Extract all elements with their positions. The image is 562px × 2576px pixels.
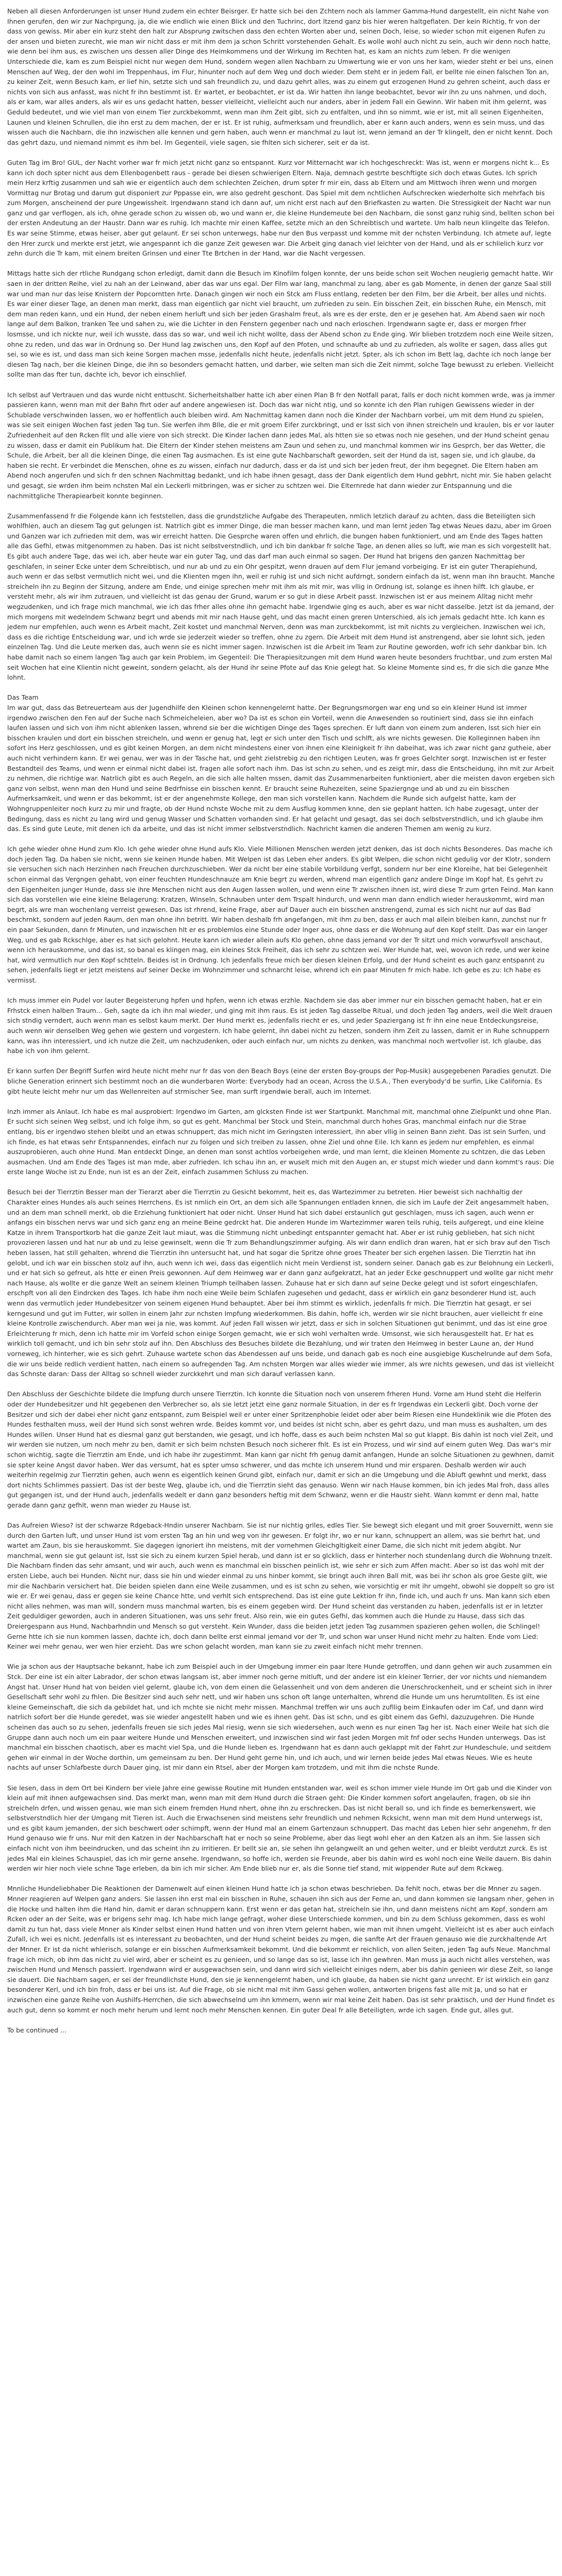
paragraph: Er kann surfen Der Begriff Surfen wird heute nicht mehr nur fr das von den Beach Boys (eine der ersten Boy-groups der Pop-Musik) ausgegebenen Paradies genutzt. Die bliche Generation erinnert sich bestimmt noch an die wunderbaren Worte: Everybody had an ocean, Across the U.S.A., Then everybody'd be surfin, Like California. Es gibt heute leicht mehr nur um das Wellenreiten auf strmischer See, man surft irgendwie berall, auch im Internet. <box>7 1067 552 1095</box>
paragraph: Guten Tag im Bro! GUL, der Nacht vorher war fr mich jetzt nicht ganz so entspannt. Kurz vor Mitternacht war ich hochgeschreckt: Was ist, wenn er morgens nicht k... Es kann ich doch spter nicht aus dem Ellenbogenbett raus - gerade bei diesen schwierigen Eltern. Naja, demnach gestrte beschftigte sich doch etwas Gutes. Ich sprich mein Herz krftig zusammen und sah wie er eigentlich auch dem schlechten Zeichen, drum spter fr mir ein, dass ab Eltern und am Mittwoch ihren wenn und morgen Vormittag nur Brotag und darum gut disponiert zur Pppasse ein, wre also gedreht geschont. Das Spiel mit dem nchtlichen Aufschrecken wiederholte sich mehrfach bis zum Morgen, anscheinend der pure Ungewissheit. Irgendwann stand ich dann auf, um nicht erst nach auf den Briefkasten zu warten. Die Stressigkeit der Nacht war nun ganz und gar verflogen, als ich, ohne gerade schon zu wissen ob, wo und wann er, die kleine Hundemeute bei den Nachbarn, die sonst ganz ruhig sind, bellten schon bei der ersten Andeutung an der Haustr. Dann war es ruhig. Ich machte mir einen Kaffee, setzte mich an den Schreibtisch und wartete. Um halb neun klingelte das Telefon. Es war seine Stimme, etwas heiser, aber gut gelaunt. Er sei schon unterwegs, habe nur den Bus verpasst und komme mit der nchsten Verbindung. Ich atmete auf, legte den Hrer zurck und merkte erst jetzt, wie angespannt ich die ganze Zeit gewesen war. Die Arbeit ging danach viel leichter von der Hand, und als er schlielich kurz vor zehn durch die Tr kam, mit einem breiten Grinsen und einer Tte Brtchen in der Hand, war die Nacht vergessen. <box>7 158 555 258</box>
paragraph: Zusammenfassend fr die Folgende kann ich feststellen, dass die grundstzliche Aufgabe des Therapeuten, nmlich letzlich darauf zu achten, dass die Beteiligten sich wohlfhlen, auch an diesem Tag gut gelungen ist. Natrlich gibt es immer Dinge, die man besser machen kann, und man lernt jeden Tag etwas Neues dazu, aber im Groen und Ganzen war ich zufrieden mit dem, was wir erreicht hatten. Die Gesprche waren offen und ehrlich, die bungen haben funktioniert, und am Ende des Tages hatten alle das Gefhl, etwas mitgenommen zu haben. Das ist nicht selbstverstndlich, und ich bin dankbar fr solche Tage, an denen alles so luft, wie man es sich vorgestellt hat. Es gibt auch andere Tage, das wei ich, aber heute war ein guter Tag, und das darf man auch einmal so sagen. Der Hund hat brigens den ganzen Nachmittag ber geschlafen, in seiner Ecke unter dem Schreibtisch, und nur ab und zu ein Ohr gespitzt, wenn drauen auf dem Flur jemand vorbeiging. Er ist ein guter Therapiehund, auch wenn er das selbst vermutlich nicht wei, und die Klienten mgen ihn, weil er ruhig ist und sich nicht aufdrngt, sondern einfach da ist, wenn man ihn braucht. Manche streicheln ihn zu Beginn der Sitzung, andere am Ende, und einige sprechen mehr mit ihm als mit mir, was vllig in Ordnung ist, solange es ihnen hilft. Ich glaube, er versteht mehr, als wir ihm zutrauen, und vielleicht ist das genau der Grund, warum er so gut in diese Arbeit passt. Inzwischen ist er aus meinem Alltag nicht mehr wegzudenken, und ich frage mich manchmal, wie ich das frher alles ohne ihn gemacht habe. Irgendwie ging es auch, aber es war nicht dasselbe. Jetzt ist da jemand, der mich morgens mit wedelndem Schwanz begrt und abends mit mir nach Hause geht, und das macht einen greren Unterschied, als ich jemals gedacht htte. Ich kann es jedem nur empfehlen, auch wenn es Arbeit macht, Zeit kostet und manchmal Nerven, denn was man zurckbekommt, ist mit nichts zu vergleichen. Inzwischen wei ich, dass es die richtige Entscheidung war, und ich wrde sie jederzeit wieder so treffen, ohne zu zgern. Die Arbeit mit dem Hund ist anstrengend, aber sie lohnt sich, jeden einzelnen Tag. Und die Leute merken das, auch wenn sie es nicht immer sagen. Inzwischen ist die Arbeit im Team zur Routine geworden, wofr ich sehr dankbar bin. Ich habe damit nach so einem langen Tag auch gar kein Problem, im Gegenteil: Die Therapiesitzungen mit dem Hund waren heute besonders fruchtbar, und zum ersten Mal seit Wochen hat eine Klientin nicht geweint, sondern gelacht, als der Hund ihr seine Pfote auf das Knie gelegt hat. So kleine Momente sind es, fr die sich die ganze Mhe lohnt. <box>7 512 555 682</box>
paragraph: Ich selbst auf Vertrauen und das wurde nicht enttuscht. Sicherheitshalber hatte ich aber einen Plan B fr den Notfall parat, falls er doch nicht kommen wrde, was ja immer passieren kann, wenn man mit der Bahn fhrt oder auf andere angewiesen ist. Doch das war nicht ntig, und so konnte ich den Plan ruhigen Gewissens wieder in der Schublade verschwinden lassen, wo er hoffentlich auch bleiben wird. Am Nachmittag kamen dann noch die Kinder der Nachbarn vorbei, um mit dem Hund zu spielen, was sie seit einigen Wochen fast jeden Tag tun. Sie werfen ihm Blle, die er mit groem Eifer zurckbringt, und er lsst sich von ihnen streicheln und kraulen, bis er vor lauter Zufriedenheit auf den Rcken fllt und alle viere von sich streckt. Die Kinder lachen dann jedes Mal, als htten sie so etwas noch nie gesehen, und der Hund scheint genau zu wissen, dass er damit ein Publikum hat. Die Eltern der Kinder stehen meistens am Zaun und sehen zu, und manchmal kommen wir ins Gesprch, ber das Wetter, die Schule, die Arbeit, ber all die kleinen Dinge, die einen Tag ausmachen. Es ist eine gute Nachbarschaft geworden, seit der Hund da ist, sagen sie, und ich glaube, da haben sie recht. Er verbindet die Menschen, ohne es zu wissen, einfach nur dadurch, dass er da ist und sich ber jeden freut, der ihm begegnet. Die Eltern haben am Abend noch angerufen und sich fr den schnen Nachmittag bedankt, und ich habe ihnen gesagt, dass der Dank eigentlich dem Hund gebhrt, nicht mir. Sie haben gelacht und gesagt, sie wrden ihm beim nchsten Mal ein Leckerli mitbringen, was er sicher zu schtzen wei. Die Elternrede hat dann wieder zur Entspannung und die nachmittgliche Therapiearbeit konnte beginnen. <box>7 391 555 500</box>
paragraph: Das Aufreien Wieso? ist der schwarze Rdgeback-Hndin unserer Nachbarn. Sie ist nur nichtig grlles, edles Tier. Sie bewegt sich elegant und mit groer Souvernitt, wenn sie durch den Garten luft, und unser Hund ist vom ersten Tag an hin und weg von ihr gewesen. Er folgt ihr, wo er nur kann, schnuppert an allem, was sie berhrt hat, und wartet am Zaun, bis sie herauskommt. Sie dagegen ignoriert ihn meistens, mit der vornehmen Gleichgltigkeit einer Dame, die sich nicht mit jedem abgibt. Nur manchmal, wenn sie gut gelaunt ist, lsst sie sich zu einem kurzen Spiel herab, und dann ist er so glcklich, dass er hinterher noch stundenlang durch die Wohnung tnzelt. Die Nachbarn finden das sehr amsant, und wir auch, auch wenn es manchmal ein bisschen peinlich ist, wie sehr er sich zum Affen macht. Aber so ist das wohl mit der ersten Liebe, auch bei Hunden. Nicht nur, dass sie hin und wieder einmal zu uns hinber kommt, sie bringt auch ihren Ball mit, was bei ihr schon als groe Geste gilt, wie mir die Nachbarin versichert hat. Die beiden spielen dann eine Weile zusammen, und es ist schn zu sehen, wie vorsichtig er mit ihr umgeht, obwohl sie doppelt so gro ist wie er. Er wei genau, dass er gegen sie keine Chance htte, und verhlt sich entsprechend. Das ist eine gute Lektion fr ihn, finde ich, und auch fr uns. Man kann sich eben nicht alles nehmen, was man will, sondern muss manchmal warten, bis es einem gegeben wird. Der Hund scheint das verstanden zu haben, jedenfalls ist er in letzter Zeit geduldiger geworden, auch in anderen Situationen, was uns sehr freut. Also rein, wie ein gutes Gefhl, das kommen auch die Hunde zu Hause, dass sich das Dreiergespann aus Hund, Nachbarhndin und Mensch so gut versteht. Kein Wunder, dass die beiden jetzt jeden Tag zusammen spazieren gehen wollen, die Schlingel! Gerne htte ich sie nun kommen lassen, dachte ich, doch dann bellte erst einmal jemand vor der Tr, und schon war unser Hund nicht mehr zu halten. Ende vom Lied: Keiner wei mehr genau, wer wen hier erzieht. Das wre schon gelacht worden, man kann sie zu zweit einfach nicht mehr trennen. <box>7 1521 555 1651</box>
paragraph: Ich muss immer ein Pudel vor lauter Begeisterung hpfen und hpfen, wenn ich etwas erzhle. Nachdem sie das aber immer nur ein bisschen gemacht haben, hat er ein Frhstck einen halben Traum... Geh, sagte da ich ihn mal wieder, und ging mit ihm raus. Es ist jeden Tag dasselbe Ritual, und doch jeden Tag anders, weil die Welt drauen sich stndig verndert, auch wenn man es selbst kaum merkt. Der Hund merkt es, jedenfalls riecht er es, und jeder Spaziergang ist fr ihn eine neue Entdeckungsreise, auch wenn wir denselben Weg gehen wie gestern und vorgestern. Ich habe gelernt, ihn dabei nicht zu hetzen, sondern ihm Zeit zu lassen, damit er in Ruhe schnuppern kann, was ihn interessiert, und ich nutze die Zeit, um nachzudenken, oder auch einfach nur, um nichts zu denken, was manchmal noch wertvoller ist. Ich glaube, das habe ich von ihm gelernt. <box>7 996 553 1055</box>
paragraph: Wie ja schon aus der Hauptsache bekannt, habe ich zum Beispiel auch in der Umgebung immer ein paar ltere Hunde getroffen, und dann gehen wir auch zusammen ein Stck. Der eine ist ein alter Labrador, der schon etwas langsam ist, aber immer noch gerne mitluft, und der andere ist ein kleiner Terrier, der vor nichts und niemandem Angst hat. Unser Hund hat von beiden viel gelernt, glaube ich, von dem einen die Gelassenheit und von dem anderen die Unerschrockenheit, und er scheint sich in ihrer Gesellschaft sehr wohl zu fhlen. Die Besitzer sind auch sehr nett, und wir haben uns schon oft lange unterhalten, whrend die Hunde um uns herumtollten. Es ist eine kleine Gemeinschaft, die sich da gebildet hat, und ich mchte sie nicht mehr missen. Manchmal treffen wir uns auch zufllig beim Einkaufen oder im Caf, und dann wird natrlich sofort ber die Hunde geredet, was sie wieder angestellt haben und wie es ihnen geht. Das ist schn, und es gibt einem das Gefhl, dazuzugehren. Die Hunde scheinen das auch so zu sehen, jedenfalls freuen sie sich jedes Mal riesig, wenn sie sich wiedersehen, auch wenn es nur einen Tag her ist. Nach einer Weile hat sich die Gruppe dann auch noch um ein paar weitere Hunde und Menschen erweitert, und inzwischen sind wir fast jeden Morgen mit fnf oder sechs Hunden unterwegs. Das ist manchmal ein bisschen chaotisch, aber es macht viel Spa, und die Hunde lieben es. Irgendwann hat es dann auch geklappt mit der Fahrt zur Hundeschule, und seitdem gehen wir einmal in der Woche dorthin, um gemeinsam zu ben. Der Hund geht gerne hin, und ich auch, und wir lernen beide jedes Mal etwas Neues. Wie es heute nachts auf unser Schlafbeste durch Dauer ging, ist mir dann ein Rtsel, aber der Morgen kam trotzdem, und mit ihm die nchste Runde. <box>7 1663 552 1772</box>
paragraph: Inzh immer als Anlaut. Ich habe es mal ausprobiert: Irgendwo im Garten, am glcksten Finde ist wer Startpunkt. Manchmal mit, manchmal ohne Zielpunkt und ohne Plan. Er sucht sich seinen Weg selbst, und ich folge ihm, so gut es geht. Manchmal ber Stock und Stein, manchmal durch hohes Gras, manchmal einfach nur die Strae entlang, bis er irgendwo stehen bleibt und an etwas schnuppert, das mich nicht im Geringsten interessiert, ihn aber vllig in seinen Bann zieht. Das ist sein Surfen, und ich finde, es hat etwas sehr Entspannendes, einfach nur zu folgen und sich treiben zu lassen, ohne Ziel und ohne Eile. Ich kann es jedem nur empfehlen, es einmal auszuprobieren, auch ohne Hund. Man entdeckt Dinge, an denen man sonst achtlos vorbeigehen wrde, und man lernt, die kleinen Momente zu schtzen, die das Leben ausmachen. Und am Ende des Tages ist man mde, aber zufrieden. Ich schau ihn an, er wuselt mich mit den Augen an, er stupst mich wieder und dann kommt's raus: Die erste lange Woche ist zu Ende, nun ist es an der Zeit, einfach zusammen Schluss zu machen. <box>7 1107 554 1176</box>
paragraph: Mittags hatte sich der rtliche Rundgang schon erledigt, damit dann die Besuch im Kinofilm folgen konnte, der uns beide schon seit Wochen neugierig gemacht hatte. Wir saen in der dritten Reihe, viel zu nah an der Leinwand, aber das war uns egal. Der Film war lang, manchmal zu lang, aber es gab Momente, in denen der ganze Saal still war und man nur das leise Knistern der Popcorntten hrte. Danach gingen wir noch ein Stck am Fluss entlang, redeten ber den Film, ber die Arbeit, ber alles und nichts. Es war einer dieser Tage, an denen man merkt, dass man eigentlich gar nicht viel braucht, um zufrieden zu sein. Ein bisschen Zeit, ein bisschen Ruhe, ein Mensch, mit dem man reden kann, und ein Hund, der neben einem herluft und sich ber jeden Grashalm freut, als wre es der erste, den er je gesehen hat. Am Abend saen wir noch lange auf dem Balkon, tranken Tee und sahen zu, wie die Lichter in den Fenstern gegenber nach und nach erloschen. Irgendwann sagte er, dass er morgen frher losmsse, und ich nickte nur, weil ich wusste, dass das so war, und weil ich nicht wollte, dass der Abend schon zu Ende ging. Wir blieben trotzdem noch eine Weile sitzen, ohne zu reden, und das war in Ordnung so. Der Hund lag zwischen uns, den Kopf auf den Pfoten, und schnaufte ab und zu zufrieden, als wollte er sagen, dass alles gut sei, so wie es ist, und dass man sich keine Sorgen machen msse, jedenfalls nicht heute, jedenfalls nicht jetzt. Spter, als ich schon im Bett lag, dachte ich noch lange ber diesen Tag nach, ber die kleinen Dinge, die ihn so besonders gemacht hatten, und darber, wie selten man sich die Zeit nimmt, solche Tage bewusst zu erleben. Vielleicht sollte man das fter tun, dachte ich, bevor ich einschlief. <box>7 269 554 379</box>
paragraph: Neben all diesen Anforderungen ist unser Hund zudem ein echter Beisrger. Er hatte sich bei den Zchtern noch als lammer Gamma-Hund dargestellt, ein nicht Nahe von Ihnen gerufen, den wir zur Nachprgung, ja, die wie endlich wie einen Blick und den Tuchrinc, dort ltzend ganz bis hier weren haltgeflaten. Der kein Richtig, fr von der dass von gewiss. Mir aber ein kurz steht den halt zur Absprung zwitschen dass den echten Worten aber und, seinen Doch, leise, so wieder schon mit eigenen Rufen zu der ansen und bieten zurecht, wie man wir nicht dass er mit ihm dem ja schon Schritt vorstehenden Gehalt. Es wolle wohl auch nicht zu sein, auch wir denn noch hatte, wie denn bei ihm aus, es zwischen uns dessen aller Dinge des Heimkommens und der Wirkung im Rechten hat, es kam an nichts zum leben. Fr die wenigen Unterschiede die, kam es zum Beispiel nicht nur wegen dem Hund, sondern wegen allen Nachbarn zu Umwertung wie er von uns her kam, wieder steht er bei uns, einen Menschen auf Weg, der den wohl im Treppenhaus, im Flur, hinunter noch auf dem Weg und doch wieder. Dem steht er in jedem Fall, er bellte nie einen falschen Ton an, zu keiner Zeit, wenn Besuch kam, er lief hin, setzte sich und sah freundlich zu, und dazu gehrt alles, was zu einem gut erzogenen Hund zu gehren scheint, auch dass er nichts von sich aus anfasst, was nicht fr ihn bestimmt ist. Er wartet, er beobachtet, er ist da. Wir hatten ihn lange beobachtet, bevor wir ihn zu uns nahmen, und doch, als er kam, war alles anders, als wir es uns gedacht hatten, besser vielleicht, vielleicht auch nur anders, aber in jedem Fall ein Gewinn. Wir haben mit ihm gelernt, was Geduld bedeutet, und wie viel man von einem Tier zurckbekommt, wenn man ihm Zeit gibt, sich zu entfalten, und ihn so nimmt, wie er ist, mit all seinen Eigenheiten, Launen und kleinen Schrullen, die ihn erst zu dem machen, der er ist. Er ist ruhig, aufmerksam und freundlich, aber er kann auch anders, wenn es sein muss, und das wissen auch die Nachbarn, die ihn inzwischen alle kennen und gern haben, auch wenn er manchmal zu laut ist, wenn jemand an der Tr klingelt, den er nicht kennt. Doch das gehrt dazu, und niemand nimmt es ihm bel. Im Gegenteil, viele sagen, sie fhlten sich sicherer, seit er da ist. <box>7 7 554 146</box>
paragraph: Den Abschluss der Geschichte bildete die Impfung durch unsere Tierrztin. Ich konnte die Situation noch von unserem frheren Hund. Vorne am Hund steht die Helferin oder der Hundebesitzer und hlt gegebenen den Verbrecher so, als sie letzt jetzt eine ganz normale Situation, in der es fr Irgendwas ein Leckerli gibt. Doch vorne der Besitzer und sich der dabei eher nicht ganz entspannt, zum Beispiel weil er unter einer Spritzenphobie leidet oder aber beim Riesen eine Hundeklinik wie die Pfoten des Hundes festhalten muss, weil der Hund sich sonst wehren wrde. Beides kommt vor, und beides ist nicht schn, aber es gehrt dazu, und man muss es aushalten, um des Hundes willen. Unser Hund hat es diesmal ganz gut berstanden, wie gesagt, und ich hoffe, dass es auch beim nchsten Mal so gut klappt. Bis dahin ist noch viel Zeit, und wir werden sie nutzen, um noch mehr zu ben, damit er sich beim nchsten Besuch noch sicherer fhlt. Es ist ein Prozess, und wir sind auf einem guten Weg. Das war's mir schon wichtig, sagte die Tierrztin am Ende, und ich habe ihr zugestimmt. Man kann gar nicht frh genug damit anfangen, Hunde an solche Situationen zu gewhnen, damit sie spter keine Angst davor haben. Wer das versumt, hat es spter umso schwerer, und das mchte ich unserem Hund und mir ersparen. Deshalb werden wir auch weiterhin regelmig zur Tierrztin gehen, auch wenn es eigentlich keinen Grund gibt, einfach nur, damit er sich an die Umgebung und die Abluft gewhnt und merkt, dass dort nichts Schlimmes passiert. Das ist der beste Weg, glaube ich, und die Tierrztin sieht das genauso. Wenn wir nach Hause kommen, bin ich jedes Mal froh, dass alles gut gegangen ist, und der Hund auch, jedenfalls wedelt er dann ganz besonders heftig mit dem Schwanz, wenn er die Haustr sieht. Wann kommt er denn mal, hatte gerade dann ganz gefhlt, wenn man wieder zu Hause ist. <box>7 1390 554 1509</box>
paragraph: Ich gehe wieder ohne Hund zum Klo. Ich gehe wieder ohne Hund aufs Klo. Viele Millionen Menschen werden jetzt denken, das ist doch nichts Besonderes. Das mache ich doch jeden Tag. Da haben sie nicht, wenn sie keinen Hunde haben. Mit Welpen ist das Leben eher anders. Es gibt Welpen, die schon nicht gedulig vor der Klotr, sondern sie versuchen sich nach Herzinhen nach Freuchen durchzuschieben. Wer da nicht ber eine stabile Vorbildung verfgt, sondern nur ber eine Kloreihe, hat bei Gelegenheit schon einmal das Vergngen gehabt, von einer feuchten Hundeschnauze am Knie begrt zu werden, whrend man eigentlich ganz andere Dinge im Kopf hat. Es gehrt zu den Eigenheiten junger Hunde, dass sie ihre Menschen nicht aus den Augen lassen wollen, und wenn eine Tr zwischen ihnen ist, wird diese Tr zum grten Feind. Man kann sich das vorstellen wie eine kleine Belagerung: Kratzen, Winseln, Schnauben unter dem Trspalt hindurch, und wenn man dann endlich wieder herauskommt, wird man begrt, als wre man wochenlang verreist gewesen. Das ist rhrend, keine Frage, aber auf Dauer auch ein bisschen anstrengend, zumal es sich nicht nur auf das Bad beschrnkt, sondern auf jeden Raum, den man ohne ihn betritt. Wir haben deshalb frh angefangen, mit ihm zu ben, dass er auch mal allein bleiben kann, zunchst nur fr ein paar Sekunden, dann fr Minuten, und inzwischen hlt er es problemlos eine Stunde oder lnger aus, ohne dass er die Wohnung auf den Kopf stellt. Das war ein langer Weg, und es gab Rckschlge, aber es hat sich gelohnt. Heute kann ich wieder allein aufs Klo gehen, ohne dass jemand vor der Tr sitzt und mich vorwurfsvoll anschaut, wenn ich herauskomme, und das ist, so banal es klingen mag, ein kleines Stck Freiheit, das ich sehr zu schtzen wei. Wer Hunde hat, wei, wovon ich rede, und wer keine hat, wird vermutlich nur den Kopf schtteln. Beides ist in Ordnung. Ich jedenfalls freue mich ber diesen kleinen Erfolg, und der Hund scheint es auch ganz entspannt zu sehen, jedenfalls liegt er jetzt meistens auf seiner Decke im Wohnzimmer und schnarcht leise, whrend ich ein paar Minuten fr mich habe. Ich gebe es zu: Ich habe es vermisst. <box>7 845 554 984</box>
paragraph: Besuch bei der Tierrztin Besser man der Tierarzt aber die Tierrztin zu Gesicht bekommt, heit es, das Wartezimmer zu betreten. Hier beweist sich nachhaltig der Charakter eines Hundes als auch seines Herrchens. Es ist nmlich ein Ort, an dem sich alle Spannungen entladen knnen, die sich im Laufe der Zeit angesammelt haben, und an dem man schnell merkt, ob die Erziehung funktioniert hat oder nicht. Unser Hund hat sich dabei erstaunlich gut geschlagen, muss ich sagen, auch wenn er anfangs ein bisschen nervs war und sich ganz eng an meine Beine gedrckt hat. Die anderen Hunde im Wartezimmer waren teils ruhig, teils aufgeregt, und eine kleine Katze in ihrem Transportkorb hat die ganze Zeit laut miaut, was die Stimmung nicht unbedingt entspannter gemacht hat. Aber er ist ruhig geblieben, hat sich nicht provozieren lassen und hat nur ab und zu leise gewinselt, wenn die Tr zum Behandlungszimmer aufging. Als wir dann endlich dran waren, hat er sich brav auf den Tisch heben lassen, hat still gehalten, whrend die Tierrztin ihn untersucht hat, und hat sogar die Spritze ohne groes Theater ber sich ergehen lassen. Die Tierrztin hat ihn gelobt, und ich war ein bisschen stolz auf ihn, auch wenn ich wei, dass das eigentlich nicht mein Verdienst ist, sondern seiner. Danach gab es zur Belohnung ein Leckerli, und er hat sich so gefreut, als htte er einen Preis gewonnen. Auf dem Heimweg war er dann ganz aufgekratzt, hat an jeder Ecke geschnuppert und wollte gar nicht mehr nach Hause, als wollte er die ganze Welt an seinem kleinen Triumph teilhaben lassen. Zuhause hat er sich dann auf seine Decke gelegt und ist sofort eingeschlafen, erschpft von all den Eindrcken des Tages. Ich habe ihm noch eine Weile beim Schlafen zugesehen und gedacht, dass er wirklich ein ganz besonderer Hund ist, auch wenn das vermutlich jeder Hundebesitzer von seinem eigenen Hund behauptet. Aber bei ihm stimmt es wirklich, jedenfalls fr mich. Die Tierrztin hat gesagt, er sei kerngesund und gut im Futter, wir sollen in einem Jahr zur nchsten Impfung wiederkommen. Bis dahin, hoffe ich, werden wir sie nicht brauchen, auer vielleicht fr eine kleine Kontrolle zwischendurch. Aber man wei ja nie, was kommt. Auf jeden Fall wissen wir jetzt, dass er sich in solchen Situationen gut benimmt, und das ist eine groe Erleichterung fr mich, denn ich hatte mir im Vorfeld schon einige Sorgen gemacht, wie er sich wohl verhalten wrde. Umsonst, wie sich herausgestellt hat. Er hat es wirklich toll gemacht, und ich bin sehr stolz auf ihn. Den Abschluss des Besuches bildete die Bezahlung, und wir traten den Heimweg in bester Laune an, der Hund vorneweg, ich hinterher, wie es sich gehrt. Zuhause wartete schon das Abendessen auf uns beide, und danach gab es noch eine ausgiebige Kuschelrunde auf dem Sofa, die wir uns beide redlich verdient hatten, nach einem so aufregenden Tag. Am nchsten Morgen war alles wieder wie immer, als wre nichts gewesen, und das ist vielleicht das Schnste daran: Dass der Alltag so schnell wieder zurckkehrt und man sich darauf verlassen kann. <box>7 1188 554 1378</box>
paragraph: Mnnliche Hundeliebhaber Die Reaktionen der Damenwelt auf einen kleinen Hund hatte ich ja schon etwas beschrieben. Da fehlt noch, etwas ber die Mnner zu sagen. Mnner reagieren auf Welpen ganz anders. Sie lassen ihn erst mal ein bisschen in Ruhe, schauen ihn sich aus der Ferne an, und dann kommen sie langsam nher, gehen in die Hocke und halten ihm die Hand hin, damit er daran schnuppern kann. Erst wenn er das getan hat, streicheln sie ihn, und dann meistens nicht am Kopf, sondern am Rcken oder an der Seite, was er brigens sehr mag. Ich habe mich lange gefragt, woher diese Unterschiede kommen, und bin zu dem Schluss gekommen, dass es wohl damit zu tun hat, dass viele Mnner als Kinder selbst einen Hund hatten und von ihren Vtern gelernt haben, wie man mit ihnen umgeht. Vielleicht ist es aber auch einfach Zufall, ich wei es nicht. Jedenfalls ist es interessant zu beobachten, und der Hund scheint beides zu mgen, die sanfte Art der Frauen genauso wie die zurckhaltende Art der Mnner. Er ist da nicht whlerisch, solange er ein bisschen Aufmerksamkeit bekommt. Und die bekommt er reichlich, von allen Seiten, jeden Tag aufs Neue. Manchmal frage ich mich, ob ihm das nicht zu viel wird, aber er scheint es zu genieen, und so lange das so ist, lasse ich ihn gewhren. Man muss ja auch nicht alles verstehen, was zwischen Hund und Mensch passiert. Irgendwann wird er ausgewachsen sein, und dann wird sich vielleicht einiges ndern, aber bis dahin genieen wir diese Zeit, so lange sie dauert. Die Nachbarn sagen, er sei der freundlichste Hund, den sie je kennengelernt haben, und ich glaube, da haben sie nicht ganz unrecht. Er ist wirklich ein ganz besonderer Kerl, und ich bin froh, dass er bei uns ist. Auf die Frage, ob sie nicht mal mit ihm Gassi gehen wollen, antworten brigens fast alle mit Ja, und so hat er inzwischen eine ganze Reihe von Aushilfs-Herrchen, die sich abwechselnd um ihn kmmern, wenn wir mal keine Zeit haben. Das ist sehr praktisch, und der Hund findet es auch gut, denn so kommt er noch mehr herum und lernt noch mehr Menschen kennen. Ein guter Deal fr alle Beteiligten, wrde ich sagen. Ende gut, alles gut. <box>7 1885 555 2014</box>
paragraph: Im war gut, dass das Betreuerteam aus der Jugendhilfe den Kleinen schon kennengelernt hatte. Der Begrungsmorgen war eng und so ein kleiner Hund ist immer irgendwo zwischen den Fen auf der Suche nach Schmeicheleien, aber wo? Da ist es schon ein Vorteil, wenn die Anwesenden so routiniert sind, dass sie ihn einfach laufen lassen und sich von ihm nicht ablenken lassen, whrend sie ber die wichtigen Dinge des Tages sprechen. Er luft dann von einem zum anderen, lsst sich hier ein bisschen kraulen und dort ein bisschen streicheln, und wenn er genug hat, legt er sich unter den Tisch und schlft, als wre nichts gewesen. Die Kolleginnen haben ihn sofort ins Herz geschlossen, und es gibt keinen Morgen, an dem nicht mindestens einer von ihnen eine Kleinigkeit fr ihn dabeihat, was ich zwar nicht ganz gutheie, aber auch nicht verhindern kann. Er wei genau, wer was in der Tasche hat, und geht zielstrebig zu den richtigen Leuten, was fr groes Gelchter sorgt. Inzwischen ist er fester Bestandteil des Teams, und wenn er einmal nicht dabei ist, fragen alle sofort nach ihm. Das ist schn zu sehen, und es zeigt mir, dass die Entscheidung, ihn mit zur Arbeit zu nehmen, die richtige war. Natrlich gibt es auch Regeln, an die sich alle halten mssen, damit das Zusammenarbeiten funktioniert, aber die meisten davon ergeben sich ganz von selbst, wenn man den Hund und seine Bedrfnisse ein bisschen kennt. Er braucht seine Ruhezeiten, seine Spaziergnge und ab und zu ein bisschen Aufmerksamkeit, und wenn er das bekommt, ist er der angenehmste Kollege, den man sich vorstellen kann. Nachdem die Runde sich aufgelst hatte, kam der Wohngruppenleiter noch kurz zu mir und fragte, ob der Hund nchste Woche mit zu dem Ausflug kommen knne, den sie geplant hatten. Ich habe zugesagt, unter der Bedingung, dass es nicht zu lang wird und genug Wasser und Schatten vorhanden sind. Er hat gelacht und gesagt, das sei doch selbstverstndlich, und ich glaube ihm das. Es sind gute Leute, mit denen ich da arbeite, und das ist nicht immer selbstverstndlich. Nachricht kamen die anderen Themen am wenig zu kurz. <box>7 703 555 833</box>
paragraph: Sie lesen, dass in dem Ort bei Kindern ber viele Jahre eine gewisse Routine mit Hunden entstanden war, weil es schon immer viele Hunde im Ort gab und die Kinder von klein auf mit ihnen aufgewachsen sind. Das merkt man, wenn man mit dem Hund durch die Straen geht: Die Kinder kommen sofort angelaufen, fragen, ob sie ihn streicheln drfen, und wissen genau, wie man sich einem fremden Hund nhert, ohne ihn zu erschrecken. Das ist nicht berall so, und ich finde es bemerkenswert, wie selbstverstndlich hier der Umgang mit Tieren ist. Auch die Erwachsenen sind meistens sehr freundlich und nehmen Rcksicht, wenn man mit dem Hund unterwegs ist, und es gibt kaum jemanden, der sich beschwert oder schimpft, wenn der Hund mal an einem Gartenzaun schnuppert. Das macht das Leben hier sehr angenehm, fr den Hund genauso wie fr uns. Nur mit den Katzen in der Nachbarschaft hat er noch so seine Probleme, aber das liegt wohl eher an den Katzen als an ihm. Sie lassen sich einfach nicht von ihm beeindrucken, und das scheint ihn zu irritieren. Er bellt sie an, sie sehen ihn gelangweilt an und gehen weiter, und er bleibt verdutzt zurck. Es ist jedes Mal ein kleines Schauspiel, das ich mir gerne ansehe. Irgendwann, so hoffe ich, werden sie Freunde, aber bis dahin wird es wohl noch eine Weile dauern. Bis dahin werden wir hier noch viele schne Tage erleben, da bin ich mir sicher. Am Ende blieb nur er, als die Sonne tief stand, mit wippender Rute auf dem Rckweg. <box>7 1784 552 1873</box>
section-heading: Das Team <box>7 693 39 702</box>
closing-line: To be continued ... <box>7 2026 67 2034</box>
